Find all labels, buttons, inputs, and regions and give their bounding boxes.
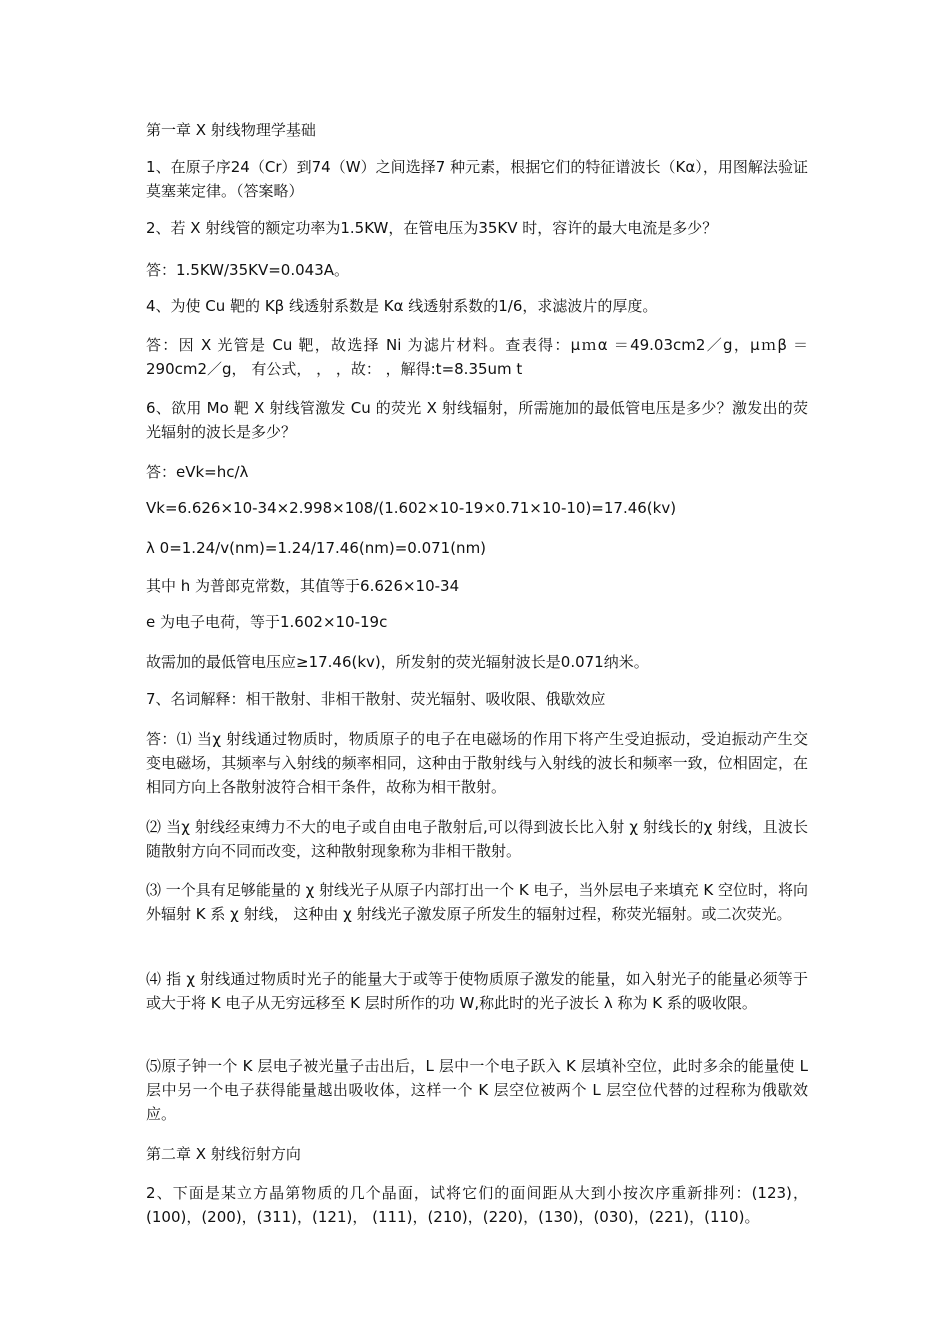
chapter-1-heading: 第一章 X 射线物理学基础 <box>146 121 316 139</box>
answer-6-wavelength: λ 0=1.24/v(nm)=1.24/17.46(nm)=0.071(nm) <box>146 539 487 557</box>
chapter-2-question-2: 2、下面是某立方晶第物质的几个晶面，试将它们的面间距从大到小按次序重新排列：(123)，(100)，(200)，(311)，(121)， (111)，(210)，(220)，(130)，(030)，(221)，(110)。 <box>146 1184 808 1226</box>
question-6: 6、欲用 Mo 靶 X 射线管激发 Cu 的荧光 X 射线辐射，所需施加的最低管电压是多少？激发出的荧光辐射的波长是多少？ <box>146 399 808 441</box>
answer-7-part-1: 答：⑴ 当χ 射线通过物质时，物质原子的电子在电磁场的作用下将产生受迫振动，受迫振动产生交变电磁场，其频率与入射线的频率相同，这种由于散射线与入射线的波长和频率一致，位相固定，在相同方向上各散射波符合相干条件，故称为相干散射。 <box>146 730 808 796</box>
answer-6-charge-note: e 为电子电荷，等于1.602×10-19c <box>146 613 388 631</box>
answer-6-planck-note: 其中 h 为普郎克常数，其值等于6.626×10-34 <box>146 577 460 595</box>
question-7: 7、名词解释：相干散射、非相干散射、荧光辐射、吸收限、俄歇效应 <box>146 690 606 708</box>
question-4: 4、为使 Cu 靶的 Kβ 线透射系数是 Kα 线透射系数的1/6，求滤波片的厚度。 <box>146 297 658 315</box>
question-2: 2、若 X 射线管的额定功率为1.5KW，在管电压为35KV 时，容许的最大电流是多少？ <box>146 219 718 237</box>
answer-2: 答：1.5KW/35KV=0.043A。 <box>146 261 349 279</box>
answer-7-part-2: ⑵ 当χ 射线经束缚力不大的电子或自由电子散射后,可以得到波长比入射 χ 射线长的χ 射线，且波长随散射方向不同而改变，这种散射现象称为非相干散射。 <box>146 818 808 860</box>
question-1: 1、在原子序24（Cr）到74（W）之间选择7 种元素，根据它们的特征谱波长（Kα），用图解法验证莫塞莱定律。（答案略） <box>146 158 808 200</box>
answer-7-part-3: ⑶ 一个具有足够能量的 χ 射线光子从原子内部打出一个 K 电子，当外层电子来填充 K 空位时，将向外辐射 K 系 χ 射线， 这种由 χ 射线光子激发原子所发生的辐射过程，称荧光辐射。或二次荧光。 <box>146 881 808 923</box>
answer-7-part-4: ⑷ 指 χ 射线通过物质时光子的能量大于或等于使物质原子激发的能量，如入射光子的能量必须等于或大于将 K 电子从无穷远移至 K 层时所作的功 W,称此时的光子波长 λ 称为 K 系的吸收限。 <box>146 970 808 1012</box>
answer-6-formula: 答：eVk=hc/λ <box>146 463 249 481</box>
answer-6-vk: Vk=6.626×10-34×2.998×108/(1.602×10-19×0.71×10-10)=17.46(kv) <box>146 499 677 517</box>
answer-4: 答：因 X 光管是 Cu 靶，故选择 Ni 为滤片材料。查表得：μｍα ＝49.03cm2／g，μｍβ ＝290cm2／g， 有公式， ， ，故： ，解得:t=8.35um t <box>146 336 808 378</box>
answer-6-conclusion: 故需加的最低管电压应≥17.46(kv)，所发射的荧光辐射波长是0.071纳米。 <box>146 653 649 671</box>
answer-7-part-5: ⑸原子钟一个 K 层电子被光量子击出后，L 层中一个电子跃入 K 层填补空位，此时多余的能量使 L 层中另一个电子获得能量越出吸收体，这样一个 K 层空位被两个 L 层空位代替的过程称为俄歇效应。 <box>146 1057 808 1123</box>
chapter-2-heading: 第二章 X 射线衍射方向 <box>146 1145 301 1163</box>
